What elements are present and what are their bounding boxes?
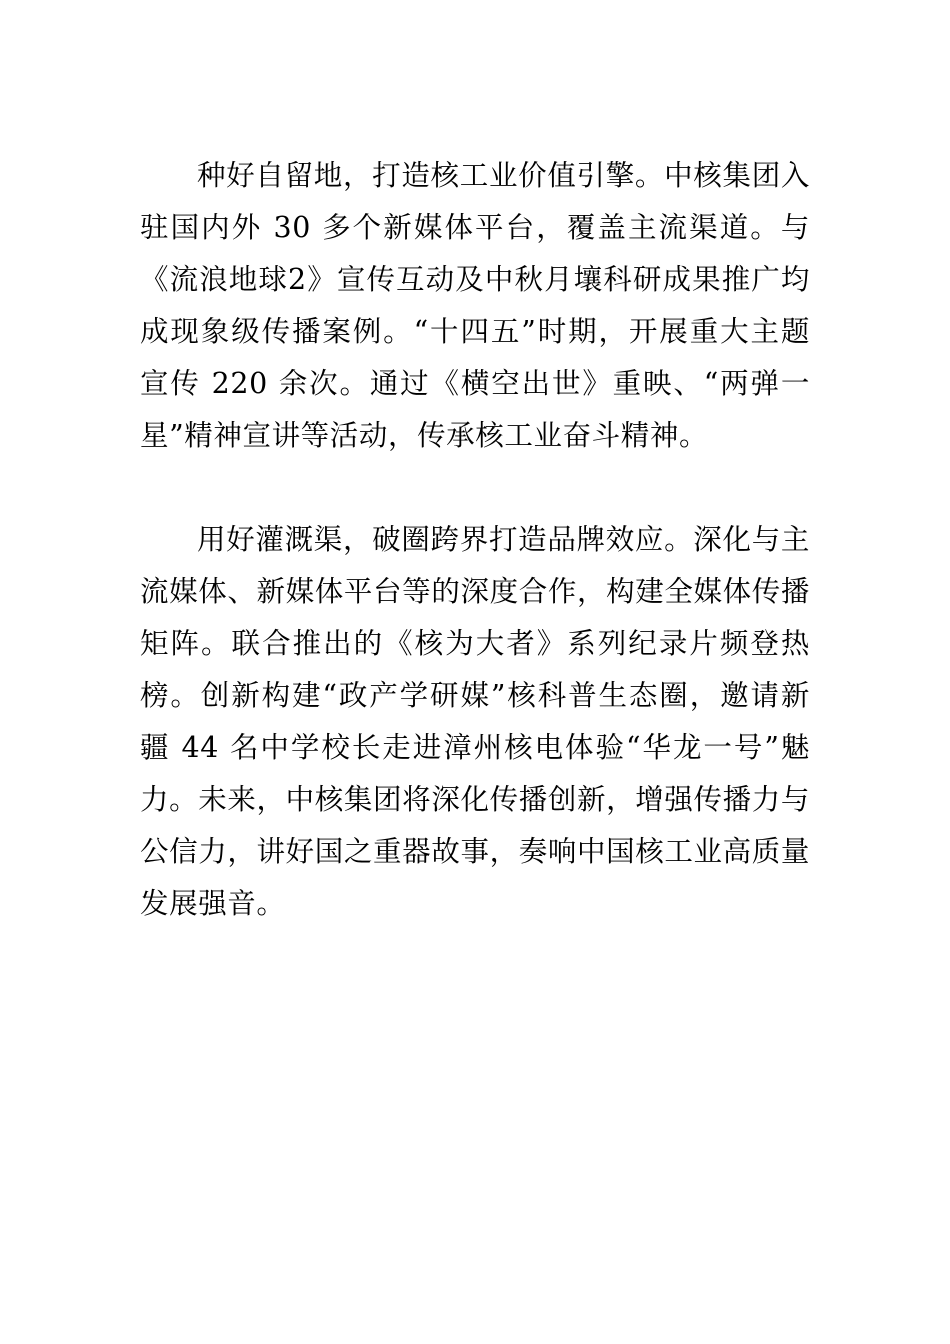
document-body [140,150,810,930]
paragraph-2: 用好灌溉渠，破圈跨界打造品牌效应。深化与主流媒体、新媒体平台等的深度合作，构建全媒体传播矩阵。联合推出的《核为大者》系列纪录片频登热榜。创新构建“政产学研媒”核科普生态圈，邀请新疆 44 名中学校长走进漳州核电体验“华龙一号”魅力。未来，中核集团将深化传播创新，增强传播力与公信力，讲好国之重器故事，奏响中国核工业高质量发展强音。 [140,523,810,920]
paragraph-1: 种好自留地，打造核工业价值引擎。中核集团入驻国内外 30 多个新媒体平台，覆盖主流渠道。与《流浪地球2》宣传互动及中秋月壤科研成果推广均成现象级传播案例。“十四五”时期，开展重大主题宣传 220 余次。通过《横空出世》重映、“两弹一星”精神宣讲等活动，传承核工业奋斗精神。 [140,159,810,452]
